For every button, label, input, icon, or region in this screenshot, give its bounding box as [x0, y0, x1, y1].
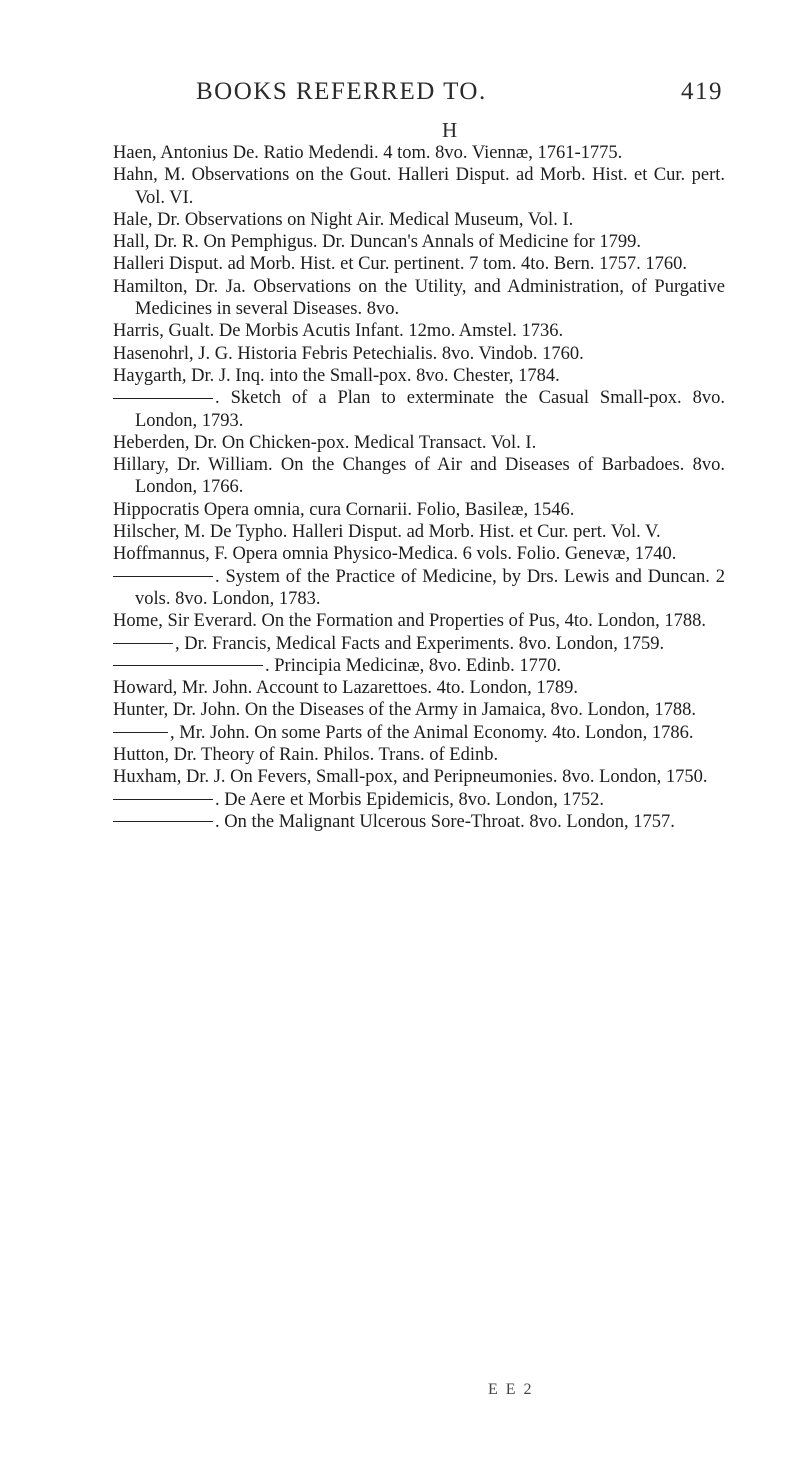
bibliography-entry	[113, 432, 725, 454]
entry-text: Hoffmannus, F. Opera omnia Physico-Medica. 6 vols. Folio. Genevæ, 1740.	[113, 544, 677, 565]
entry-text: Hillary, Dr. William. On the Changes of Air and Diseases of Barbadoes. 8vo. London, 1766.	[113, 455, 725, 498]
bibliography-entry	[113, 722, 725, 744]
bibliography-entry	[113, 521, 725, 543]
entry-text: . On the Malignant Ulcerous Sore-Throat. 8vo. London, 1757.	[215, 811, 675, 832]
entry-text: Heberden, Dr. On Chicken-pox. Medical Transact. Vol. I.	[113, 432, 537, 453]
bibliography-entry	[113, 744, 725, 766]
entry-text: Hamilton, Dr. Ja. Observations on the Utility, and Administration, of Purgative Medicines in several Diseases. 8vo.	[113, 276, 725, 320]
bibliography-entry	[113, 454, 725, 499]
ditto-rule	[113, 821, 213, 822]
entry-text: Halleri Disput. ad Morb. Hist. et Cur. pertinent. 7 tom. 4to. Bern. 1757. 1760.	[113, 254, 687, 275]
entry-text: Howard, Mr. John. Account to Lazarettoes. 4to. London, 1789.	[113, 678, 578, 699]
entry-text: Hahn, M. Observations on the Gout. Halleri Disput. ad Morb. Hist. et Cur. pert. Vol. VI.	[113, 165, 725, 208]
entry-text: . System of the Practice of Medicine, by Drs. Lewis and Duncan. 2 vols. 8vo. London, 1783.	[135, 566, 725, 609]
bibliography-entry	[113, 677, 725, 699]
running-head	[196, 78, 723, 106]
entry-text: Hunter, Dr. John. On the Diseases of the Army in Jamaica, 8vo. London, 1788.	[113, 700, 696, 721]
ditto-rule	[113, 799, 213, 800]
ditto-rule	[113, 398, 213, 399]
entry-text: Harris, Gualt. De Morbis Acutis Infant. 12mo. Amstel. 1736.	[113, 321, 564, 342]
ditto-rule	[113, 576, 213, 577]
ditto-rule	[113, 732, 168, 733]
section-letter: H	[442, 118, 458, 142]
entry-text: Hale, Dr. Observations on Night Air. Medical Museum, Vol. I.	[113, 209, 574, 230]
ditto-rule	[113, 665, 263, 666]
bibliography-entry	[113, 209, 725, 231]
entry-text: . Sketch of a Plan to exterminate the Casual Small-pox. 8vo. London, 1793.	[135, 388, 725, 431]
bibliography-entry	[113, 164, 725, 209]
entry-text: . De Aere et Morbis Epidemicis, 8vo. London, 1752.	[215, 789, 604, 810]
bibliography-entry	[113, 543, 725, 565]
bibliography-entry	[113, 633, 725, 655]
bibliography-entry	[113, 766, 725, 788]
bibliography-entry	[113, 566, 725, 611]
bibliography-entry	[113, 142, 725, 164]
bibliography-entry	[113, 499, 725, 521]
bibliography-entry	[113, 610, 725, 632]
bibliography-entry	[113, 253, 725, 275]
ditto-rule	[113, 643, 173, 644]
bibliography-entry	[113, 387, 725, 432]
entry-text: , Dr. Francis, Medical Facts and Experiments. 8vo. London, 1759.	[175, 633, 665, 654]
signature-mark: E E 2	[488, 1381, 534, 1398]
entry-text: Hutton, Dr. Theory of Rain. Philos. Trans. of Edinb.	[113, 745, 499, 766]
entry-text: Haen, Antonius De. Ratio Medendi. 4 tom. 8vo. Viennæ, 1761-1775.	[113, 143, 623, 163]
page-number: 419	[681, 78, 723, 105]
entry-text: Hilscher, M. De Typho. Halleri Disput. ad Morb. Hist. et Cur. pert. Vol. V.	[113, 522, 661, 543]
entry-text: Huxham, Dr. J. On Fevers, Small-pox, and Peripneumonies. 8vo. London, 1750.	[113, 767, 708, 788]
bibliography-entry	[113, 343, 725, 365]
entry-text: Home, Sir Everard. On the Formation and Properties of Pus, 4to. London, 1788.	[113, 611, 706, 632]
entry-text: , Mr. John. On some Parts of the Animal Economy. 4to. London, 1786.	[170, 722, 694, 743]
bibliography-entry	[113, 789, 725, 811]
entry-text: Hippocratis Opera omnia, cura Cornarii. Folio, Basileæ, 1546.	[113, 499, 575, 520]
entry-text: Haygarth, Dr. J. Inq. into the Small-pox. 8vo. Chester, 1784.	[113, 365, 560, 386]
running-head-title: BOOKS REFERRED TO.	[196, 78, 487, 105]
bibliography-list	[113, 142, 725, 833]
bibliography-entry	[113, 655, 725, 677]
entry-text: . Principia Medicinæ, 8vo. Edinb. 1770.	[265, 655, 561, 676]
bibliography-entry	[113, 231, 725, 253]
bibliography-entry	[113, 365, 725, 387]
bibliography-entry	[113, 320, 725, 342]
entry-text: Hasenohrl, J. G. Historia Febris Petechialis. 8vo. Vindob. 1760.	[113, 343, 584, 364]
bibliography-entry	[113, 699, 725, 721]
bibliography-entry	[113, 811, 725, 833]
bibliography-entry	[113, 276, 725, 321]
entry-text: Hall, Dr. R. On Pemphigus. Dr. Duncan's Annals of Medicine for 1799.	[113, 232, 641, 253]
